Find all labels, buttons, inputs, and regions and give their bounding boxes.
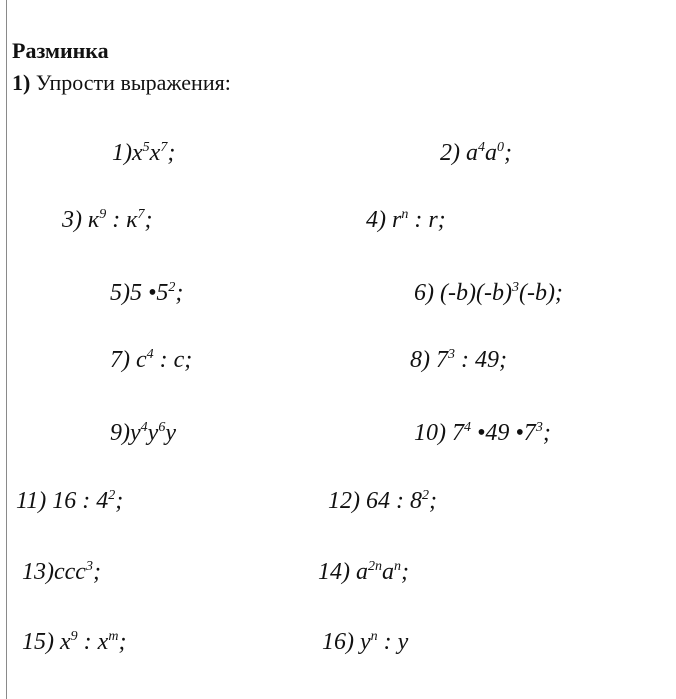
exercise-15: 15) $x^9$ : $x^m$; <box>22 629 127 655</box>
exercise-14: 14) $a^{2n}a^n$; <box>318 559 409 585</box>
task-instruction <box>12 70 231 96</box>
exercise-2: 2) $a^4a^0$; <box>440 140 512 166</box>
page-title: Разминка <box>12 38 109 63</box>
exercise-11: 11) 16 : $4^2$; <box>16 488 124 514</box>
left-margin-line <box>6 0 7 699</box>
task-text: Упрости выражения: <box>30 70 231 95</box>
exercise-16: 16) $y^n$ : y <box>322 629 409 655</box>
exercise-3: 3) $к^9$ : $к^7$; <box>62 207 153 233</box>
exercise-8: 8) $7^3$ : 49; <box>410 347 507 373</box>
exercise-13: 13)ccc$^3$; <box>22 559 101 585</box>
exercise-5: 5)5 $•5^2$; <box>110 280 184 306</box>
exercise-12: 12) 64 : $8^2$; <box>328 488 437 514</box>
exercise-1: $1)x^5x^7$; <box>112 140 176 166</box>
exercise-4: 4) $r^n$ : r; <box>366 207 446 233</box>
exercise-7: 7) $c^4$ : c; <box>110 347 193 373</box>
exercise-10: 10) $7^4$ •49 $•7^3$; <box>414 420 551 446</box>
task-number: 1) <box>12 70 31 95</box>
exercise-6: 6) $(-b)(-b)^3(-b)$; <box>414 280 563 306</box>
exercise-9: $9)y^4y^6y$ <box>110 420 176 446</box>
